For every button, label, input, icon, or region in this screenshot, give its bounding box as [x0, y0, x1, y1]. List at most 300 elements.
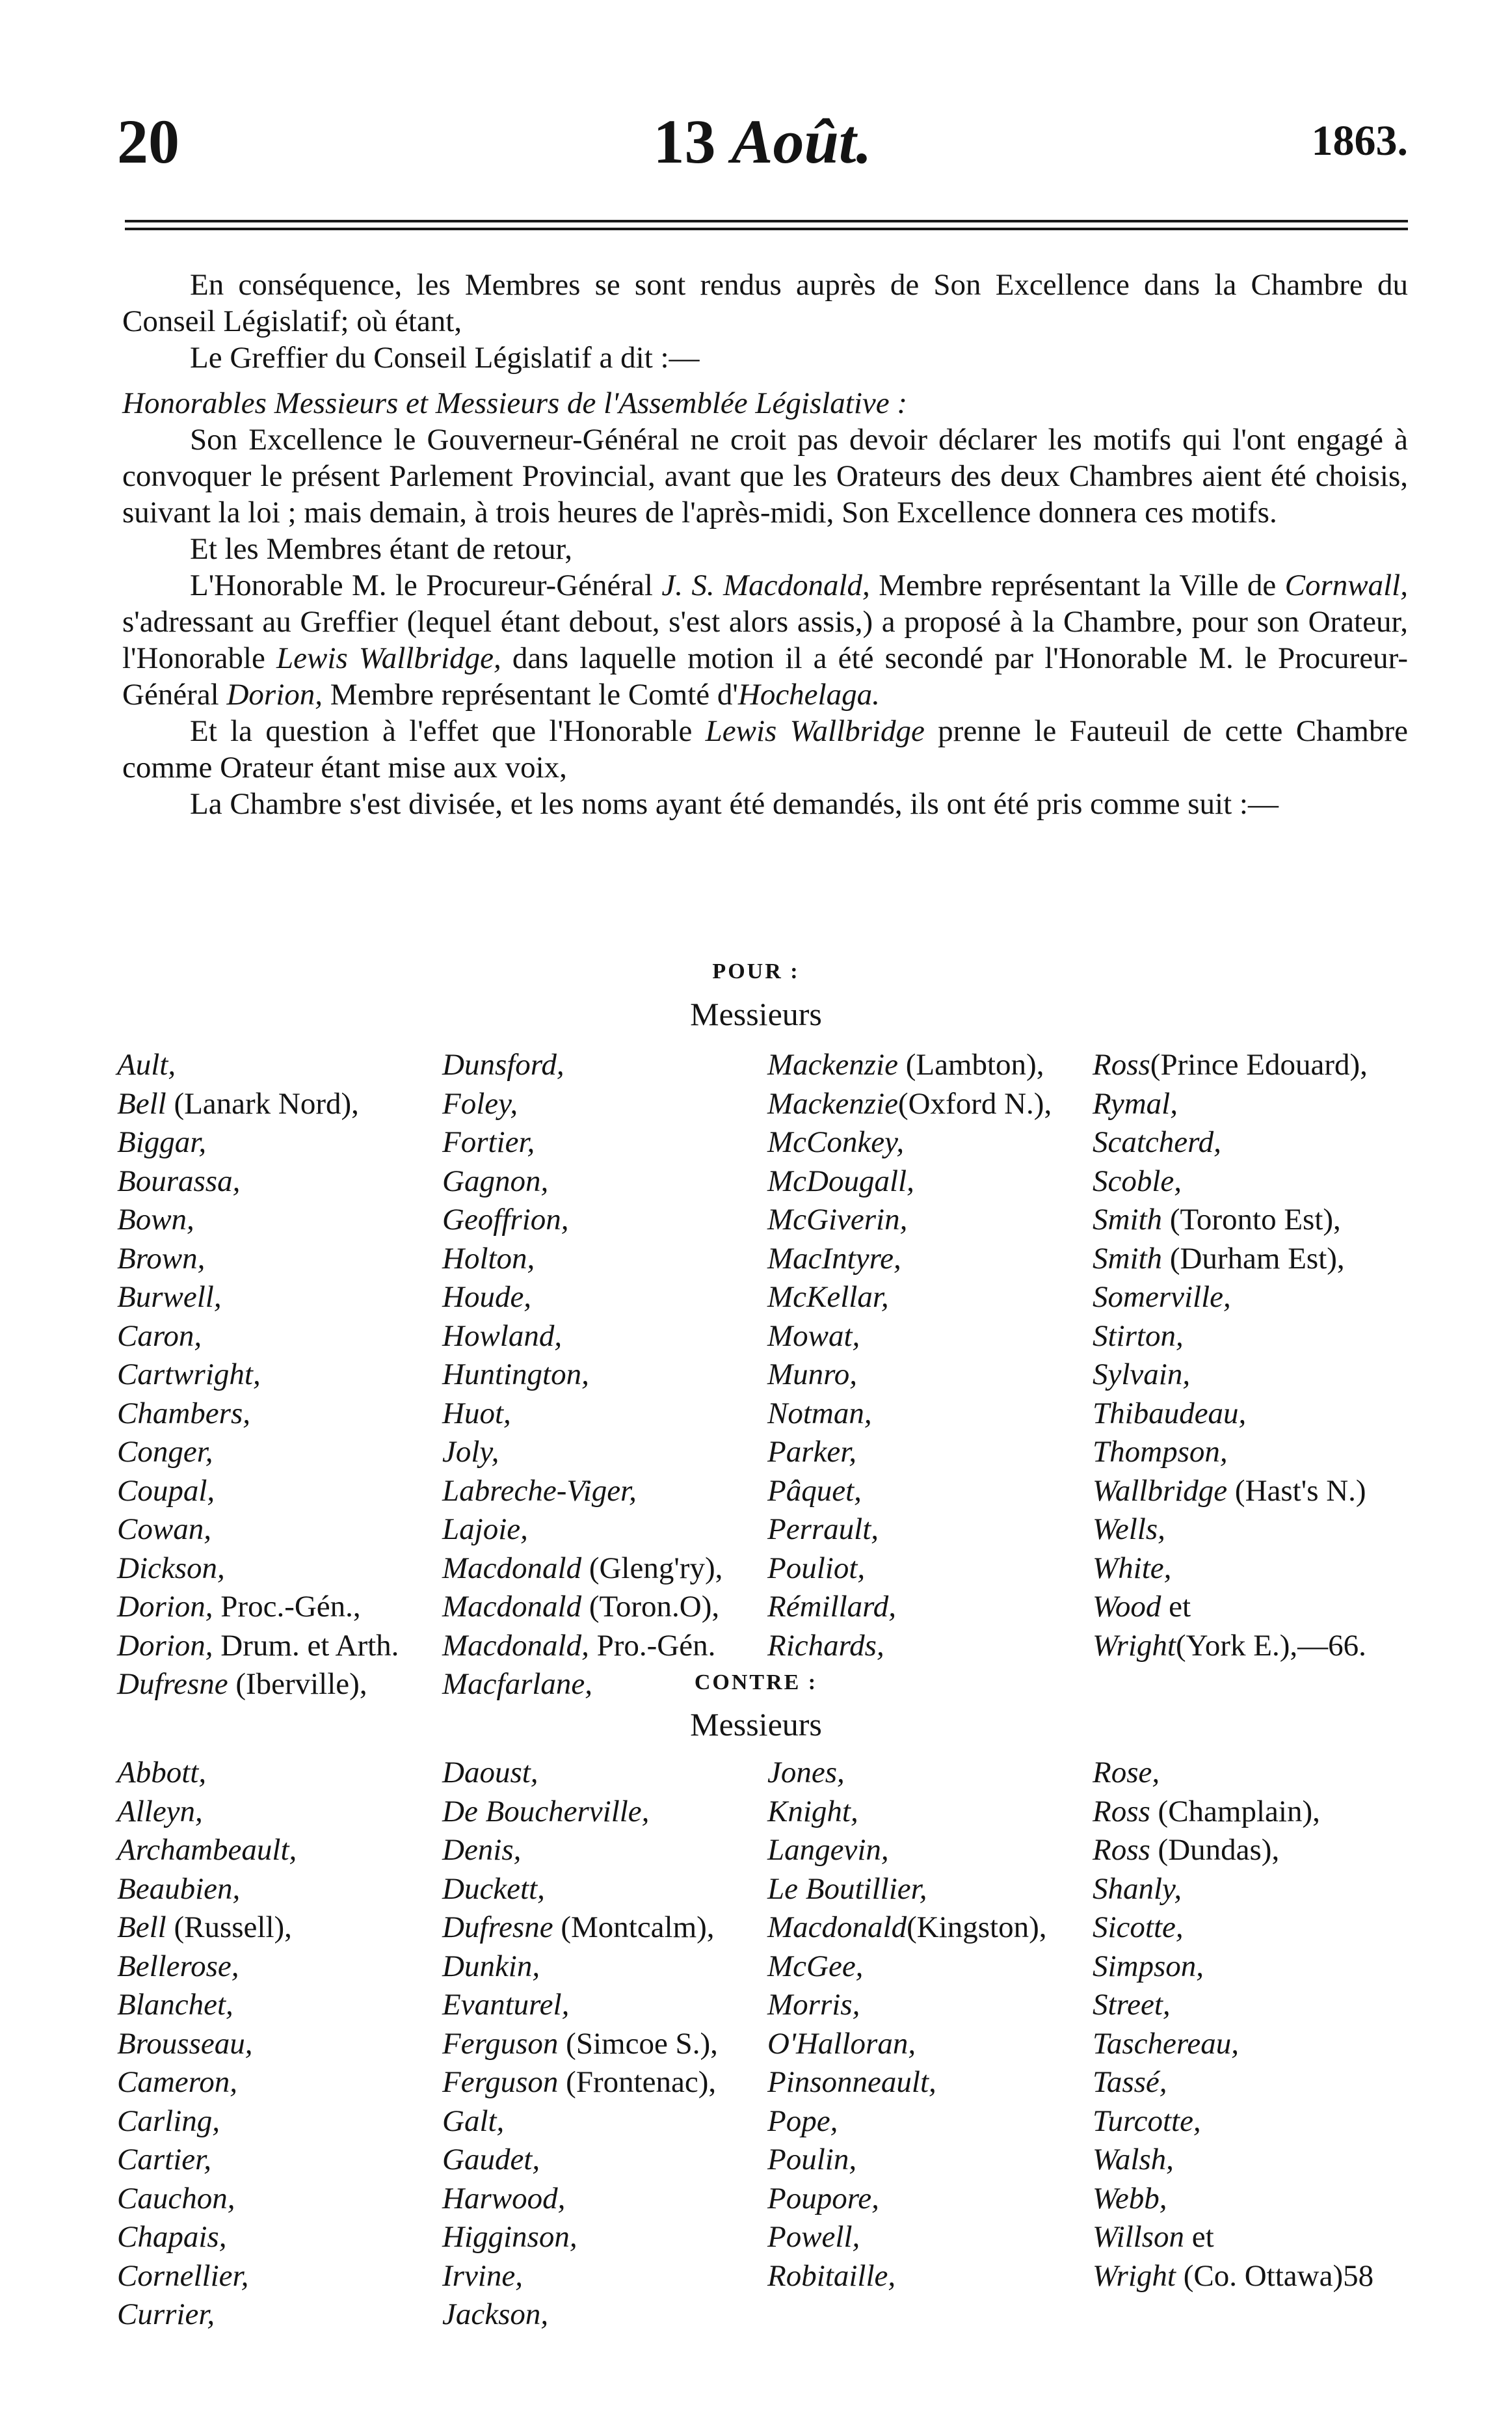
member-name: Scoble,: [1093, 1164, 1182, 1198]
member-name: Alleyn,: [117, 1794, 203, 1828]
member-entry: [117, 1123, 399, 1162]
member-name: Dunsford,: [442, 1048, 564, 1082]
member-entry: [1093, 1754, 1373, 1793]
member-name: Joly,: [442, 1435, 499, 1469]
member-entry: [117, 2180, 297, 2219]
member-name: Turcotte,: [1093, 2104, 1201, 2138]
member-entry: [442, 2102, 718, 2141]
member-name: McGiverin,: [767, 1203, 908, 1237]
member-entry: [117, 1947, 297, 1986]
member-name: Pinsonneault,: [767, 2065, 936, 2099]
member-entry: [442, 1395, 723, 1434]
pour-column: [1093, 1046, 1368, 1665]
member-entry: [767, 1046, 1052, 1085]
member-entry: [117, 1278, 399, 1317]
member-name: Taschereau,: [1093, 2026, 1239, 2061]
member-name: Smith: [1093, 1241, 1163, 1276]
member-entry: [767, 2218, 1046, 2257]
member-name: Thompson,: [1093, 1435, 1228, 1469]
member-name: Walsh,: [1093, 2143, 1174, 2176]
name-wallbridge: Lewis Wallbridge,: [276, 641, 501, 675]
member-entry: [442, 1754, 718, 1793]
member-riding: et: [1161, 1590, 1191, 1624]
member-entry: [1093, 2025, 1373, 2064]
member-name: Harwood,: [442, 2181, 566, 2215]
member-entry: [442, 1317, 723, 1356]
paragraph-motion: L'Honorable M. le Procureur-Général J. S. Macdonald, Membre représentant la Ville de Cornwall, s'adressant au Greffier (lequel étant debout, s'est alors assis,) a proposé à la Chambre, pour son Orateur, l'Honorable Lewis Wallbridge, dans laquelle motion il a été secondé par l'Honorable M. le Procureur-Général Dorion, Membre représentant le Comté d'Hochelaga.: [122, 568, 1408, 712]
member-name: Bourassa,: [117, 1164, 241, 1198]
member-name: Rymal,: [1093, 1086, 1178, 1121]
member-entry: [767, 1793, 1046, 1832]
member-entry: [117, 1754, 297, 1793]
member-entry: [442, 1793, 718, 1832]
member-entry: [767, 1356, 1052, 1395]
member-riding: Drum. et Arth.: [213, 1628, 399, 1663]
member-name: Biggar,: [117, 1125, 207, 1159]
member-entry: [767, 1123, 1052, 1162]
member-entry: [1093, 2257, 1373, 2296]
member-name: Pâquet,: [767, 1473, 862, 1508]
member-entry: [117, 1870, 297, 1909]
member-entry: [442, 1472, 723, 1511]
member-entry: [767, 1947, 1046, 1986]
member-name: Macdonald: [442, 1590, 582, 1624]
member-name: Scatcherd,: [1093, 1125, 1221, 1159]
member-entry: [442, 2063, 718, 2102]
member-entry: [117, 1588, 399, 1627]
member-name: Le Boutillier,: [767, 1871, 927, 1906]
member-riding: (Lanark Nord),: [166, 1086, 359, 1121]
member-entry: [442, 1986, 718, 2025]
member-entry: [442, 1240, 723, 1279]
member-entry: [117, 1085, 399, 1124]
member-riding: (Montcalm),: [553, 1910, 715, 1944]
member-name: Galt,: [442, 2104, 505, 2138]
member-name: Daoust,: [442, 1756, 538, 1789]
member-name: Shanly,: [1093, 1871, 1182, 1906]
member-riding: (Champlain),: [1150, 1794, 1320, 1828]
member-name: Dufresne: [117, 1667, 228, 1701]
member-riding: (Lambton),: [897, 1048, 1044, 1082]
member-name: Currier,: [117, 2297, 215, 2331]
member-entry: [117, 1162, 399, 1201]
member-name: Lajoie,: [442, 1512, 528, 1546]
member-riding: (Durham Est),: [1162, 1241, 1345, 1276]
member-name: McConkey,: [767, 1125, 905, 1159]
member-name: Morris,: [767, 1988, 860, 2022]
member-name: MacIntyre,: [767, 1241, 901, 1276]
member-riding: (Gleng'ry),: [581, 1551, 723, 1585]
member-name: Duckett,: [442, 1871, 545, 1906]
member-entry: [1093, 2180, 1373, 2219]
member-name: Tassé,: [1093, 2065, 1167, 2099]
member-name: Dufresne: [442, 1910, 553, 1944]
page-header: [117, 107, 1408, 189]
member-entry: [767, 1472, 1052, 1511]
member-entry: [117, 1908, 297, 1947]
member-entry: [117, 2063, 297, 2102]
member-name: Macdonald,: [442, 1628, 589, 1663]
member-name: Ross: [1093, 1833, 1150, 1867]
member-name: Gagnon,: [442, 1164, 549, 1198]
member-entry: [767, 2180, 1046, 2219]
member-entry: [442, 2295, 718, 2334]
member-entry: [1093, 1947, 1373, 1986]
member-name: Evanturel,: [442, 1988, 570, 2022]
member-entry: [767, 1240, 1052, 1279]
member-entry: [117, 2025, 297, 2064]
date-month: Août.: [731, 107, 872, 176]
member-entry: [767, 1201, 1052, 1240]
member-entry: [442, 1201, 723, 1240]
member-entry: [767, 1627, 1052, 1666]
member-entry: [442, 1085, 723, 1124]
member-entry: [767, 1278, 1052, 1317]
proceedings-text: [122, 267, 1408, 822]
member-entry: [1093, 1278, 1368, 1317]
member-name: Bellerose,: [117, 1949, 239, 1983]
member-name: Brown,: [117, 1241, 206, 1276]
member-riding: Pro.-Gén.: [589, 1628, 716, 1663]
member-name: Huntington,: [442, 1358, 589, 1391]
page-year: 1863.: [1311, 117, 1408, 165]
member-name: Houde,: [442, 1280, 532, 1314]
member-name: Foley,: [442, 1086, 518, 1121]
member-name: Pope,: [767, 2104, 838, 2138]
member-entry: [1093, 1433, 1368, 1472]
member-riding: (Frontenac),: [558, 2065, 717, 2099]
member-entry: [1093, 1046, 1368, 1085]
member-riding: (Oxford N.),: [897, 1086, 1052, 1121]
member-name: Bell: [117, 1086, 166, 1121]
member-name: Macfarlane,: [442, 1667, 593, 1701]
member-name: Cartier,: [117, 2143, 211, 2176]
member-entry: [1093, 1908, 1373, 1947]
member-name: Archambeault,: [117, 1833, 297, 1867]
member-entry: [117, 1201, 399, 1240]
member-name: Sylvain,: [1093, 1358, 1191, 1391]
member-name: Brousseau,: [117, 2026, 253, 2061]
member-name: Poulin,: [767, 2143, 857, 2176]
paragraph-consequence: En conséquence, les Membres se sont rendus auprès de Son Excellence dans la Chambre du Conseil Législatif; où étant,: [122, 268, 1408, 338]
header-rule-top: [125, 220, 1408, 222]
member-entry: [117, 1510, 399, 1549]
paragraph-greffier: Le Greffier du Conseil Législatif a dit :—: [190, 341, 700, 375]
member-name: Smith: [1093, 1203, 1163, 1237]
member-entry: [1093, 1317, 1368, 1356]
member-name: Mowat,: [767, 1318, 860, 1353]
member-riding: (Dundas),: [1150, 1833, 1280, 1867]
pour-column: [117, 1046, 399, 1704]
member-entry: [442, 2141, 718, 2180]
member-entry: [117, 1472, 399, 1511]
member-entry: [767, 1908, 1046, 1947]
member-riding: et: [1184, 2220, 1214, 2254]
member-name: Holton,: [442, 1241, 535, 1276]
member-entry: [117, 1831, 297, 1870]
member-name: Blanchet,: [117, 1988, 233, 2022]
member-riding: (Iberville),: [228, 1667, 367, 1701]
member-entry: [767, 1317, 1052, 1356]
member-entry: [117, 2218, 297, 2257]
member-name: Mackenzie: [767, 1048, 898, 1082]
member-entry: [442, 2218, 718, 2257]
member-name: Higginson,: [442, 2220, 577, 2254]
member-entry: [1093, 1627, 1368, 1666]
contre-column: [117, 1754, 297, 2334]
member-name: Cornellier,: [117, 2258, 249, 2293]
member-name: Dunkin,: [442, 1949, 540, 1983]
member-name: Coupal,: [117, 1473, 215, 1508]
member-riding: (Hast's N.): [1227, 1473, 1366, 1508]
member-entry: [767, 1831, 1046, 1870]
member-name: Mackenzie: [767, 1086, 898, 1121]
member-entry: [1093, 1510, 1368, 1549]
member-entry: [767, 1588, 1052, 1627]
member-entry: [767, 1162, 1052, 1201]
member-riding: Proc.-Gén.,: [213, 1590, 361, 1624]
member-riding: (Kingston),: [907, 1910, 1047, 1944]
member-name: Somerville,: [1093, 1280, 1231, 1314]
member-entry: [117, 1793, 297, 1832]
member-entry: [442, 1433, 723, 1472]
date-day: 13: [653, 107, 716, 176]
member-name: Wright: [1093, 2258, 1176, 2293]
contre-column: [442, 1754, 718, 2334]
member-name: Caron,: [117, 1318, 202, 1353]
member-name: Bown,: [117, 1203, 194, 1237]
member-entry: [442, 2257, 718, 2296]
member-riding: (Simcoe S.),: [558, 2026, 718, 2061]
page-date: [117, 107, 1408, 176]
member-name: Bell: [117, 1910, 166, 1944]
header-rule-bottom: [125, 228, 1408, 230]
member-name: Cameron,: [117, 2065, 237, 2099]
member-name: Langevin,: [767, 1833, 889, 1867]
member-name: Wright: [1093, 1628, 1176, 1663]
member-name: Poupore,: [767, 2181, 879, 2215]
member-entry: [767, 2063, 1046, 2102]
member-name: Burwell,: [117, 1280, 222, 1314]
member-entry: [767, 2141, 1046, 2180]
member-name: Ferguson: [442, 2026, 559, 2061]
member-name: Beaubien,: [117, 1871, 241, 1906]
member-name: Cauchon,: [117, 2181, 235, 2215]
member-name: Macdonald: [767, 1910, 907, 1944]
member-entry: [767, 1870, 1046, 1909]
member-name: Dorion,: [117, 1590, 213, 1624]
member-name: Cartwright,: [117, 1358, 261, 1391]
member-entry: [117, 1046, 399, 1085]
member-entry: [442, 2180, 718, 2219]
member-name: Munro,: [767, 1358, 857, 1391]
pour-column: [442, 1046, 723, 1704]
member-entry: [442, 2025, 718, 2064]
member-entry: [442, 1549, 723, 1588]
member-entry: [442, 1870, 718, 1909]
member-entry: [1093, 1472, 1368, 1511]
member-entry: [767, 2025, 1046, 2064]
member-name: Jackson,: [442, 2297, 549, 2331]
member-entry: [1093, 1162, 1368, 1201]
member-name: Conger,: [117, 1435, 213, 1469]
member-name: Gaudet,: [442, 2143, 540, 2176]
member-entry: [1093, 1356, 1368, 1395]
member-entry: [117, 2295, 297, 2334]
member-name: McKellar,: [767, 1280, 889, 1314]
member-riding: (Toronto Est),: [1162, 1203, 1341, 1237]
member-entry: [117, 1986, 297, 2025]
member-entry: [1093, 1085, 1368, 1124]
member-name: Howland,: [442, 1318, 563, 1353]
member-entry: [1093, 2063, 1373, 2102]
member-name: Simpson,: [1093, 1949, 1204, 1983]
member-name: Rose,: [1093, 1756, 1160, 1789]
name-dorion: Dorion,: [226, 678, 323, 712]
member-name: Wells,: [1093, 1512, 1165, 1546]
member-entry: [1093, 2218, 1373, 2257]
paragraph-speech: Son Excellence le Gouverneur-Général ne croit pas devoir déclarer les motifs qui l'ont engagé à convoquer le présent Parlement Provincial, avant que les Orateurs des deux Chambres aient été choisis, suivant la loi ; mais demain, à trois heures de l'après-midi, Son Excellence donnera ces motifs.: [122, 423, 1408, 529]
member-entry: [442, 1831, 718, 1870]
member-entry: [1093, 2141, 1373, 2180]
member-entry: [1093, 2102, 1373, 2141]
contre-column: [1093, 1754, 1373, 2295]
member-entry: [767, 1754, 1046, 1793]
member-name: Chapais,: [117, 2220, 227, 2254]
member-name: De Boucherville,: [442, 1794, 650, 1828]
member-entry: [442, 1162, 723, 1201]
member-name: McGee,: [767, 1949, 864, 1983]
member-name: White,: [1093, 1551, 1172, 1585]
member-name: Wallbridge: [1093, 1473, 1228, 1508]
contre-column: [767, 1754, 1046, 2295]
name-macdonald: J. S. Macdonald,: [661, 568, 870, 602]
paragraph-retour: Et les Membres étant de retour,: [190, 532, 573, 566]
member-entry: [767, 2257, 1046, 2296]
member-entry: [1093, 1395, 1368, 1434]
member-entry: [117, 1433, 399, 1472]
pour-subheading: Messieurs: [690, 996, 822, 1032]
member-name: Macdonald: [442, 1551, 582, 1585]
member-entry: [442, 1588, 723, 1627]
member-entry: [767, 1549, 1052, 1588]
member-name: Geoffrion,: [442, 1203, 569, 1237]
member-riding: (Russell),: [166, 1910, 292, 1944]
member-name: Rémillard,: [767, 1590, 896, 1624]
member-riding: (Co. Ottawa)58: [1175, 2258, 1374, 2293]
member-entry: [1093, 1793, 1373, 1832]
contre-subheading: Messieurs: [690, 1706, 822, 1743]
member-entry: [442, 1123, 723, 1162]
member-name: Perrault,: [767, 1512, 879, 1546]
member-name: Denis,: [442, 1833, 522, 1867]
member-name: Carling,: [117, 2104, 220, 2138]
member-name: Ross: [1093, 1794, 1150, 1828]
member-riding: (Toron.O),: [581, 1590, 720, 1624]
pour-column: [767, 1046, 1052, 1665]
member-entry: [117, 1627, 399, 1666]
member-name: Webb,: [1093, 2181, 1167, 2215]
member-entry: [442, 1510, 723, 1549]
member-name: Stirton,: [1093, 1318, 1184, 1353]
member-name: Chambers,: [117, 1396, 250, 1430]
name-hochelaga: Hochelaga.: [737, 678, 880, 712]
member-entry: [767, 1395, 1052, 1434]
member-name: Robitaille,: [767, 2258, 896, 2293]
member-name: Powell,: [767, 2220, 860, 2254]
member-name: O'Halloran,: [767, 2026, 916, 2061]
pour-heading: POUR :: [712, 959, 800, 983]
member-entry: [442, 1046, 723, 1085]
member-name: Dickson,: [117, 1551, 225, 1585]
member-name: Cowan,: [117, 1512, 211, 1546]
member-entry: [767, 1433, 1052, 1472]
member-entry: [767, 1986, 1046, 2025]
member-entry: [117, 2102, 297, 2141]
member-entry: [117, 1356, 399, 1395]
member-entry: [767, 1085, 1052, 1124]
member-entry: [1093, 1831, 1373, 1870]
member-entry: [767, 2102, 1046, 2141]
member-entry: [1093, 1201, 1368, 1240]
member-entry: [117, 1240, 399, 1279]
contre-heading: CONTRE :: [694, 1670, 818, 1694]
member-entry: [442, 1356, 723, 1395]
member-entry: [1093, 1986, 1373, 2025]
member-entry: [117, 2257, 297, 2296]
member-name: Jones,: [767, 1756, 845, 1789]
member-name: Ferguson: [442, 2065, 559, 2099]
member-name: Sicotte,: [1093, 1910, 1184, 1944]
member-entry: [442, 1947, 718, 1986]
member-name: Ross: [1093, 1048, 1150, 1082]
member-name: Abbott,: [117, 1756, 207, 1789]
member-name: Parker,: [767, 1435, 857, 1469]
member-entry: [1093, 1549, 1368, 1588]
name-wallbridge-2: Lewis Wallbridge: [705, 714, 925, 748]
member-entry: [117, 1317, 399, 1356]
member-name: McDougall,: [767, 1164, 914, 1198]
member-name: Fortier,: [442, 1125, 535, 1159]
page-number: 20: [117, 107, 179, 176]
member-riding: (York E.),—66.: [1175, 1628, 1366, 1663]
member-name: Willson: [1093, 2220, 1185, 2254]
member-name: Street,: [1093, 1988, 1171, 2022]
member-entry: [442, 1627, 723, 1666]
paragraph-question: Et la question à l'effet que l'Honorable Lewis Wallbridge prenne le Fauteuil de cette Chambre comme Orateur étant mise aux voix,: [122, 714, 1408, 784]
salutation: Honorables Messieurs et Messieurs de l'Assemblée Législative :: [122, 386, 908, 420]
member-entry: [1093, 1123, 1368, 1162]
paragraph-division: La Chambre s'est divisée, et les noms ayant été demandés, ils ont été pris comme suit :—: [190, 787, 1279, 821]
member-name: Pouliot,: [767, 1551, 866, 1585]
member-entry: [1093, 1240, 1368, 1279]
name-cornwall: Cornwall,: [1284, 568, 1408, 602]
member-name: Richards,: [767, 1628, 884, 1663]
member-entry: [1093, 1870, 1373, 1909]
member-entry: [117, 1395, 399, 1434]
member-riding: (Prince Edouard),: [1150, 1048, 1368, 1082]
member-entry: [767, 1510, 1052, 1549]
member-entry: [1093, 1588, 1368, 1627]
member-entry: [442, 1278, 723, 1317]
member-name: Irvine,: [442, 2258, 523, 2293]
member-name: Dorion,: [117, 1628, 213, 1663]
member-name: Thibaudeau,: [1093, 1396, 1247, 1430]
member-name: Labreche-Viger,: [442, 1473, 637, 1508]
member-name: Huot,: [442, 1396, 511, 1430]
member-entry: [117, 2141, 297, 2180]
member-entry: [442, 1908, 718, 1947]
